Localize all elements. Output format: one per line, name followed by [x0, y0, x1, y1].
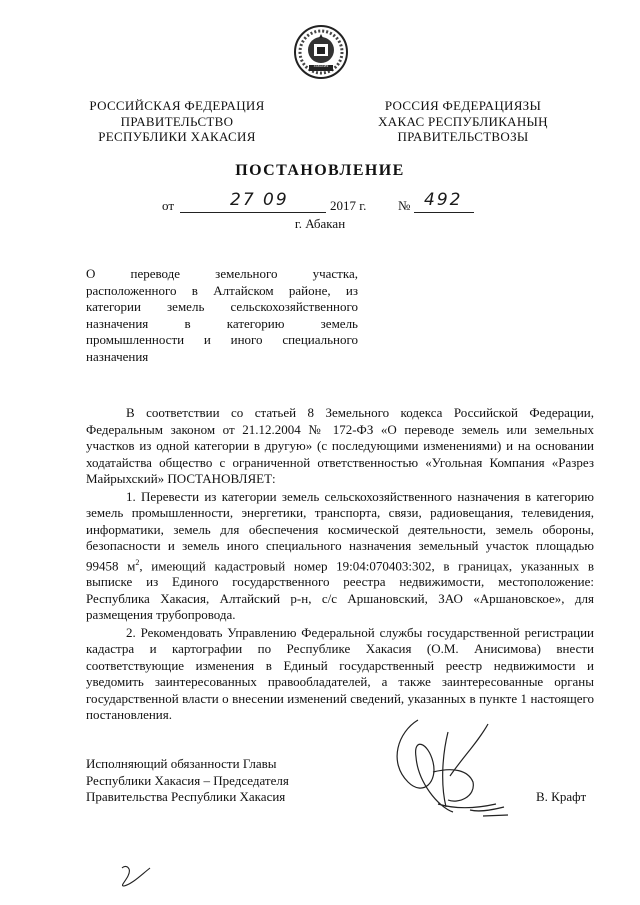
emblem-caption: ХАКАСИЯ [313, 64, 329, 68]
date-prefix: от [162, 198, 175, 213]
header-right-line: РОССИЯ ФЕДЕРАЦИЯЗЫ [384, 98, 542, 113]
handwritten-signature [378, 712, 528, 830]
subject-line: расположенного в Алтайском районе, из [86, 282, 358, 298]
signatory-name: В. Крафт [536, 789, 587, 804]
date-underline [180, 212, 326, 213]
subject-line: категории земель сельскохозяйственного [86, 299, 358, 314]
header-right-block [358, 98, 568, 145]
subject-line: назначения [86, 348, 149, 364]
header-left-line: РОССИЙСКАЯ ФЕДЕРАЦИЯ [89, 98, 265, 113]
signatory-title-line: Правительства Республики Хакасия [86, 789, 286, 804]
paragraph-item-1-text: 1. Перевести из категории земель сельскохозяйственного назначения в категорию земель промышленности, энергетики, транспорта, связи, радиовещания, телевидения, информатики, земель для обеспечения космической деятельности, земель обороны, безопасности и земель иного специального назначения земельный участок площадью 99458 м [86, 488, 594, 573]
city: г. Абакан [294, 216, 346, 231]
subject-line: назначения в категорию земель [86, 315, 358, 331]
subject-line: О переводе земельного участка, [86, 266, 358, 281]
paragraph-item-2: 2. Рекомендовать Управлению Федеральной службы государственной регистрации кадастра и картографии по Республике Хакасия (О.М. Анисимова) внести соответствующие изменения в Единый государственный реестр недвижимости и уведомить заинтересованных правообладателей, а также заинтересованные органы государственной власти о внесении изменений сведений, указанных в пункте 1 настоящего постановления. [86, 624, 594, 723]
signatory-title-line: Исполняющий обязанности Главы [86, 756, 277, 771]
paragraph-preamble: В соответствии со статьей 8 Земельного кодекса Российской Федерации, Федеральным законом от 21.12.2004 № 172-ФЗ «О переводе земель или земельных участков из одной категории в другую» (с последующими изменениями) и на основании ходатайства общество с ограниченной ответственностью «Угольная Компания «Разрез Майрыхский» ПОСТАНОВЛЯЕТ: [86, 405, 594, 486]
paragraph-item-1 [86, 489, 594, 624]
handwritten-date: 27 09 [230, 190, 289, 210]
header-left-block [72, 98, 282, 145]
signatory-title-line: Республики Хакасия – Председателя [86, 772, 289, 788]
document-title: ПОСТАНОВЛЕНИЕ [235, 162, 405, 179]
header-left-line: ПРАВИТЕЛЬСТВО [120, 113, 234, 129]
handwritten-number: 492 [424, 190, 463, 210]
paragraph-item-1-text-cont: , имеющий кадастровый номер 19:04:070403:302, в границах, указанных в выписке из Единого государственного реестра недвижимости, местоположение: Республика Хакасия, Алтайский р-н, с/с Аршановский, ЗАО «Аршановское», для размещения трубопровода. [86, 557, 595, 623]
number-prefix: № [398, 198, 411, 213]
header-right-line: ПРАВИТЕЛЬСТВОЗЫ [397, 129, 529, 144]
signatory-title [86, 756, 289, 806]
document-body [86, 405, 594, 725]
area-unit-superscript: 2 [135, 557, 140, 567]
subject-block [86, 266, 358, 365]
number-underline [414, 212, 474, 213]
handwritten-initials [116, 862, 156, 892]
date-year: 2017 г. [330, 198, 367, 213]
coat-of-arms-icon [293, 24, 349, 80]
header-left-line: РЕСПУБЛИКИ ХАКАСИЯ [98, 129, 256, 144]
subject-line: промышленности и иного специального [86, 332, 358, 347]
header-right-line: ХАКАС РЕСПУБЛИКАНЫҢ [378, 113, 548, 129]
